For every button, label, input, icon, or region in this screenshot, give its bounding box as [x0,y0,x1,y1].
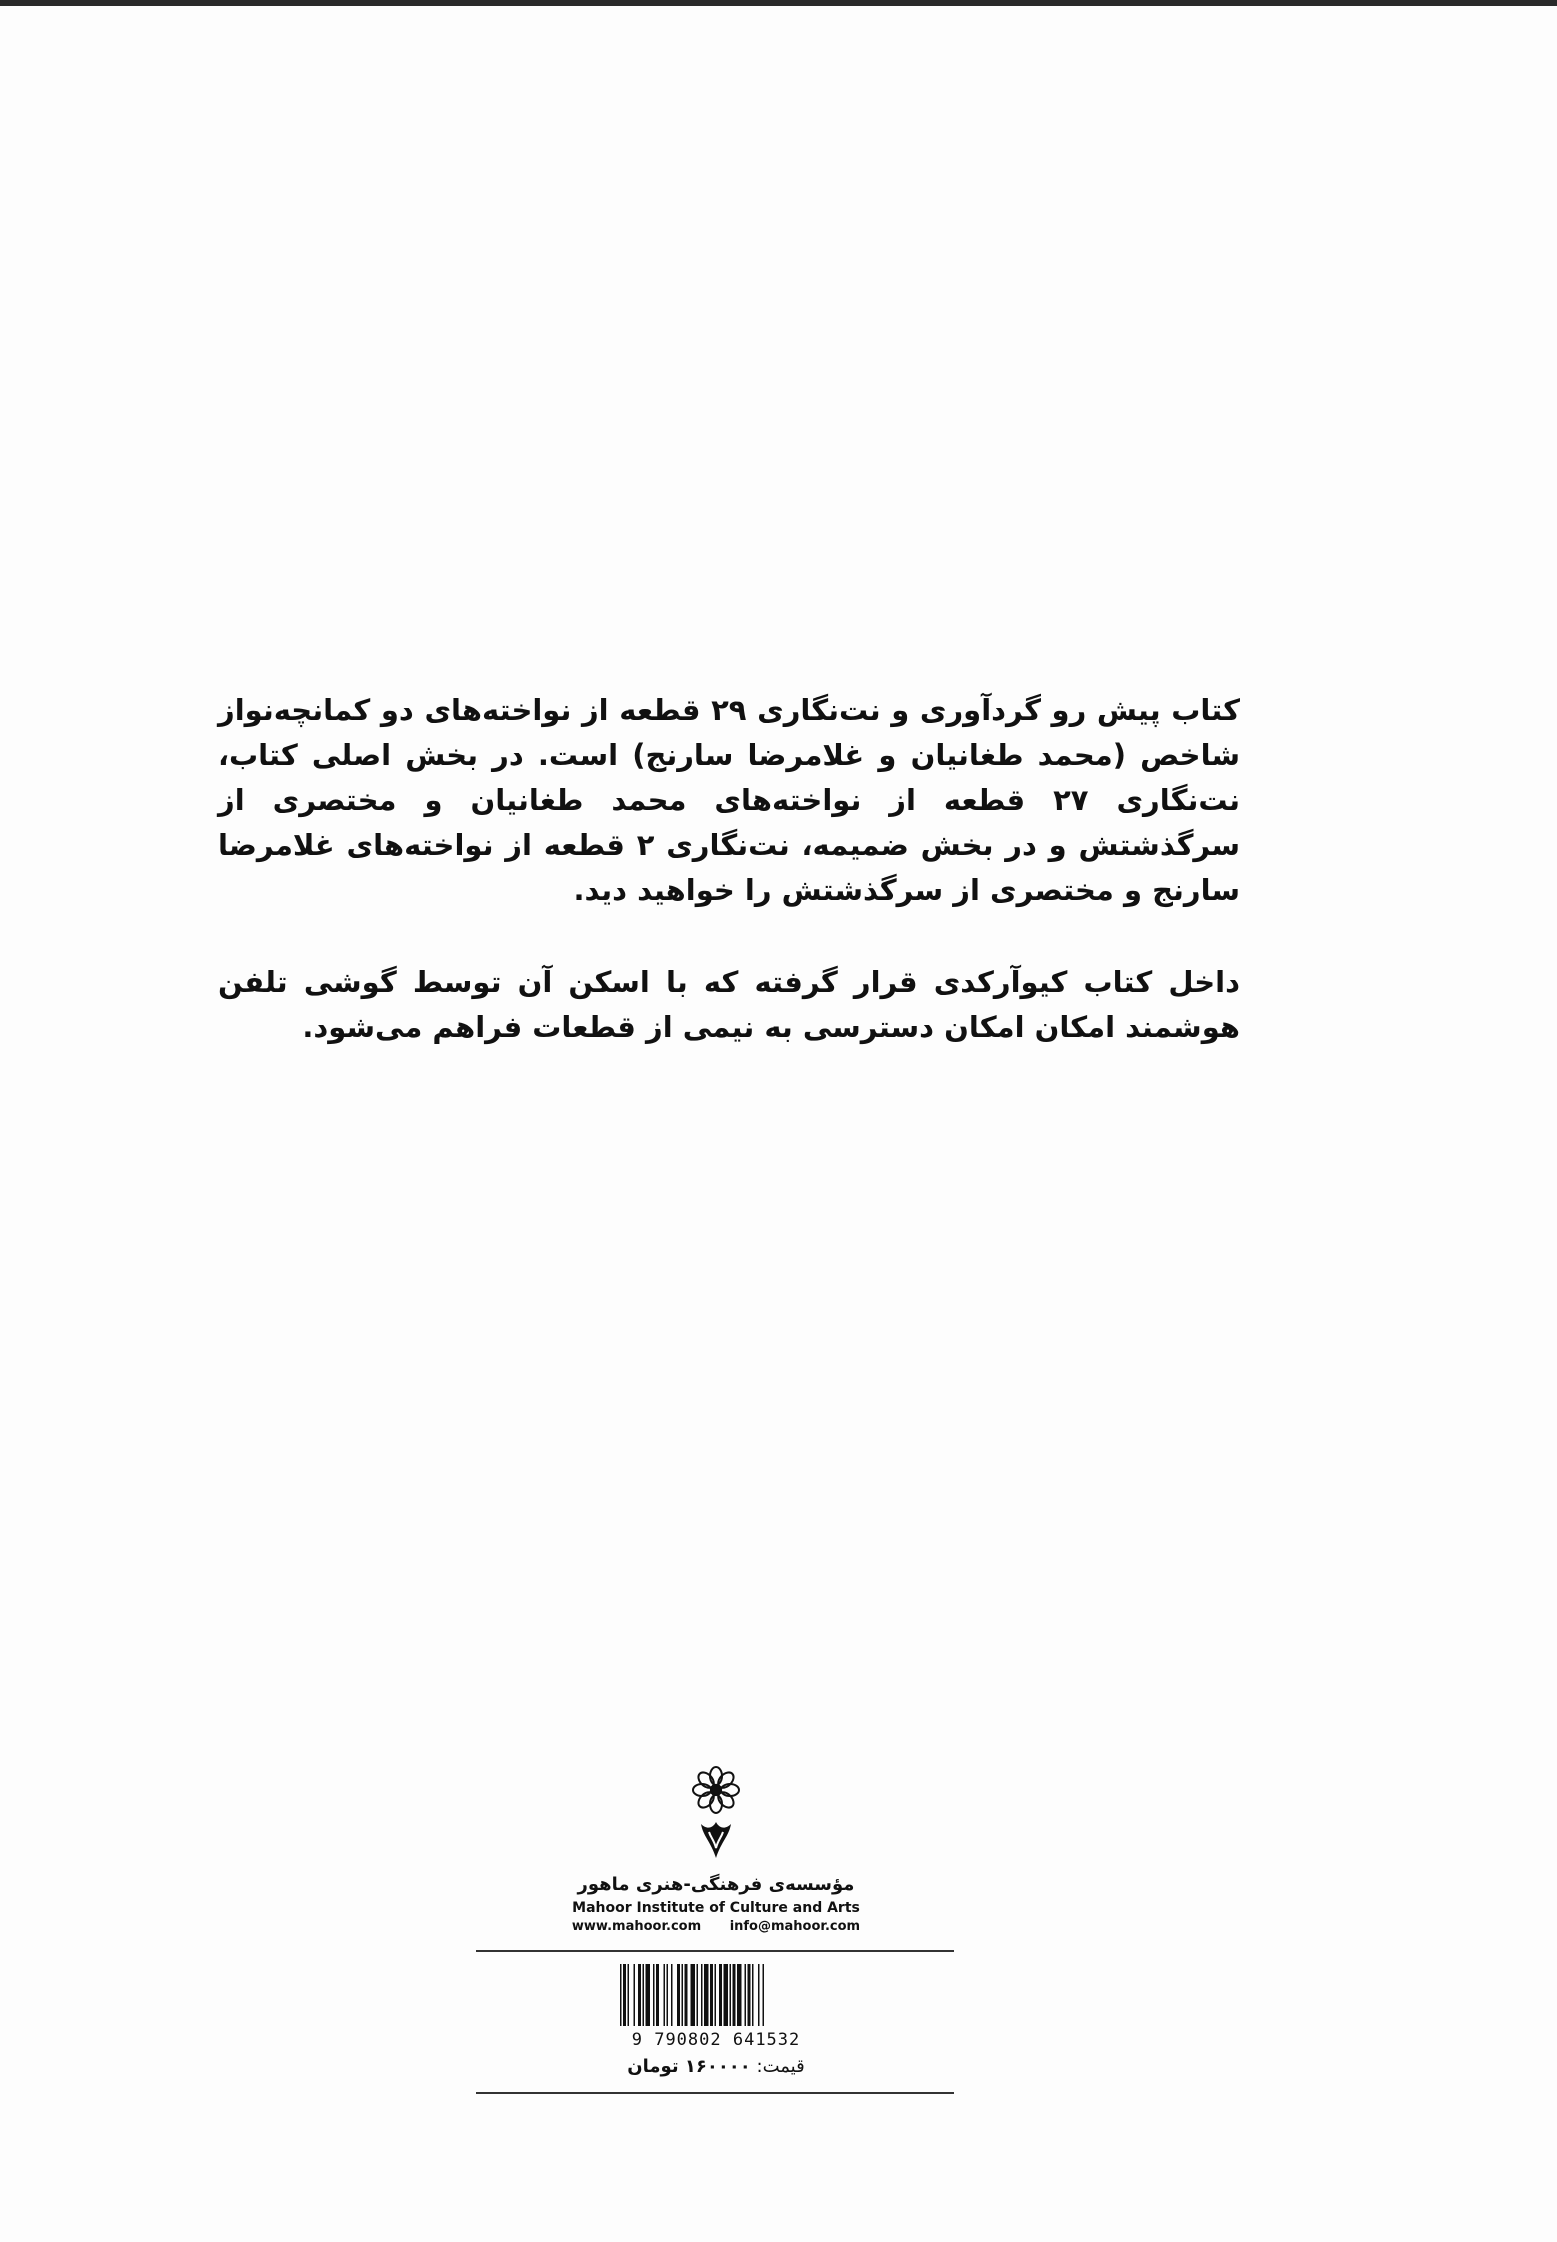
publisher-block [476,1762,956,1936]
mahoor-logo-icon [681,1762,751,1862]
barcode-bar [737,1964,742,2026]
publisher-website: www.mahoor.com [571,1919,702,1934]
isbn-barcode [612,1964,820,2050]
barcode-bar [730,1964,732,2026]
barcode-bar [763,1964,765,2026]
barcode-bar [646,1964,651,2026]
barcode-bar [656,1964,659,2026]
price-amount: ۱۶۰۰۰۰ تومان [627,2056,751,2077]
publisher-contacts [476,1918,956,1936]
barcode-bar [623,1964,626,2026]
publisher-email: info@mahoor.com [729,1919,861,1934]
barcode-bar [704,1964,709,2026]
divider-bottom [476,2092,954,2094]
price-line [612,2056,820,2077]
barcode-bar [667,1964,669,2026]
barcode-bar [664,1964,666,2026]
barcode-bar [643,1964,645,2026]
divider-top [476,1950,954,1952]
cover-top-edge [0,0,1557,6]
publisher-name-en: Mahoor Institute of Culture and Arts [572,1900,860,1916]
blurb-paragraph-2: داخل کتاب کیوآرکدی قرار گرفته که با اسکن آن توسط گوشی تلفن هوشمند امکان امکان دسترسی به نیمی از قطعات فراهم می‌شود. [218,965,1240,1044]
barcode-bar [758,1964,760,2026]
price-label: قیمت: [756,2056,805,2077]
barcode-bar [653,1964,655,2026]
barcode-bar [677,1964,680,2026]
barcode-bar [719,1964,722,2026]
barcode-bar [634,1964,636,2026]
barcode-bar [701,1964,703,2026]
barcode-bar [682,1964,684,2026]
barcode-bar [685,1964,688,2026]
barcode-bar [691,1964,696,2026]
barcode-bar [724,1964,729,2026]
barcode-bar [710,1964,713,2026]
barcode-bar [748,1964,751,2026]
barcode-bar [638,1964,641,2026]
barcode-bar [628,1964,630,2026]
blurb-paragraph-1: کتاب پیش رو گردآوری و نت‌نگاری ۲۹ قطعه از نواخته‌های دو کمانچه‌نواز شاخص (محمد طغانیان و غلامرضا سارنج) است. در بخش اصلی کتاب، نت‌نگاری ۲۷ قطعه از نواخته‌های محمد طغانیان و مختصری از سرگذشتش و در بخش ضمیمه، نت‌نگاری ۲ قطعه از نواخته‌های غلامرضا سارنج و مختصری از سرگذشتش را خواهید دید. [218,693,1240,907]
barcode-bar [620,1964,622,2026]
barcode-bar [752,1964,754,2026]
barcode-bar [715,1964,717,2026]
publisher-name-fa: مؤسسه‌ی فرهنگی-هنری ماهور [577,1874,855,1895]
barcode-bar [733,1964,736,2026]
barcode-bar [671,1964,673,2026]
barcode-bars [612,1964,820,2028]
barcode-digits: 9 790802 641532 [631,2030,801,2050]
barcode-bar [745,1964,747,2026]
barcode-bar [697,1964,699,2026]
